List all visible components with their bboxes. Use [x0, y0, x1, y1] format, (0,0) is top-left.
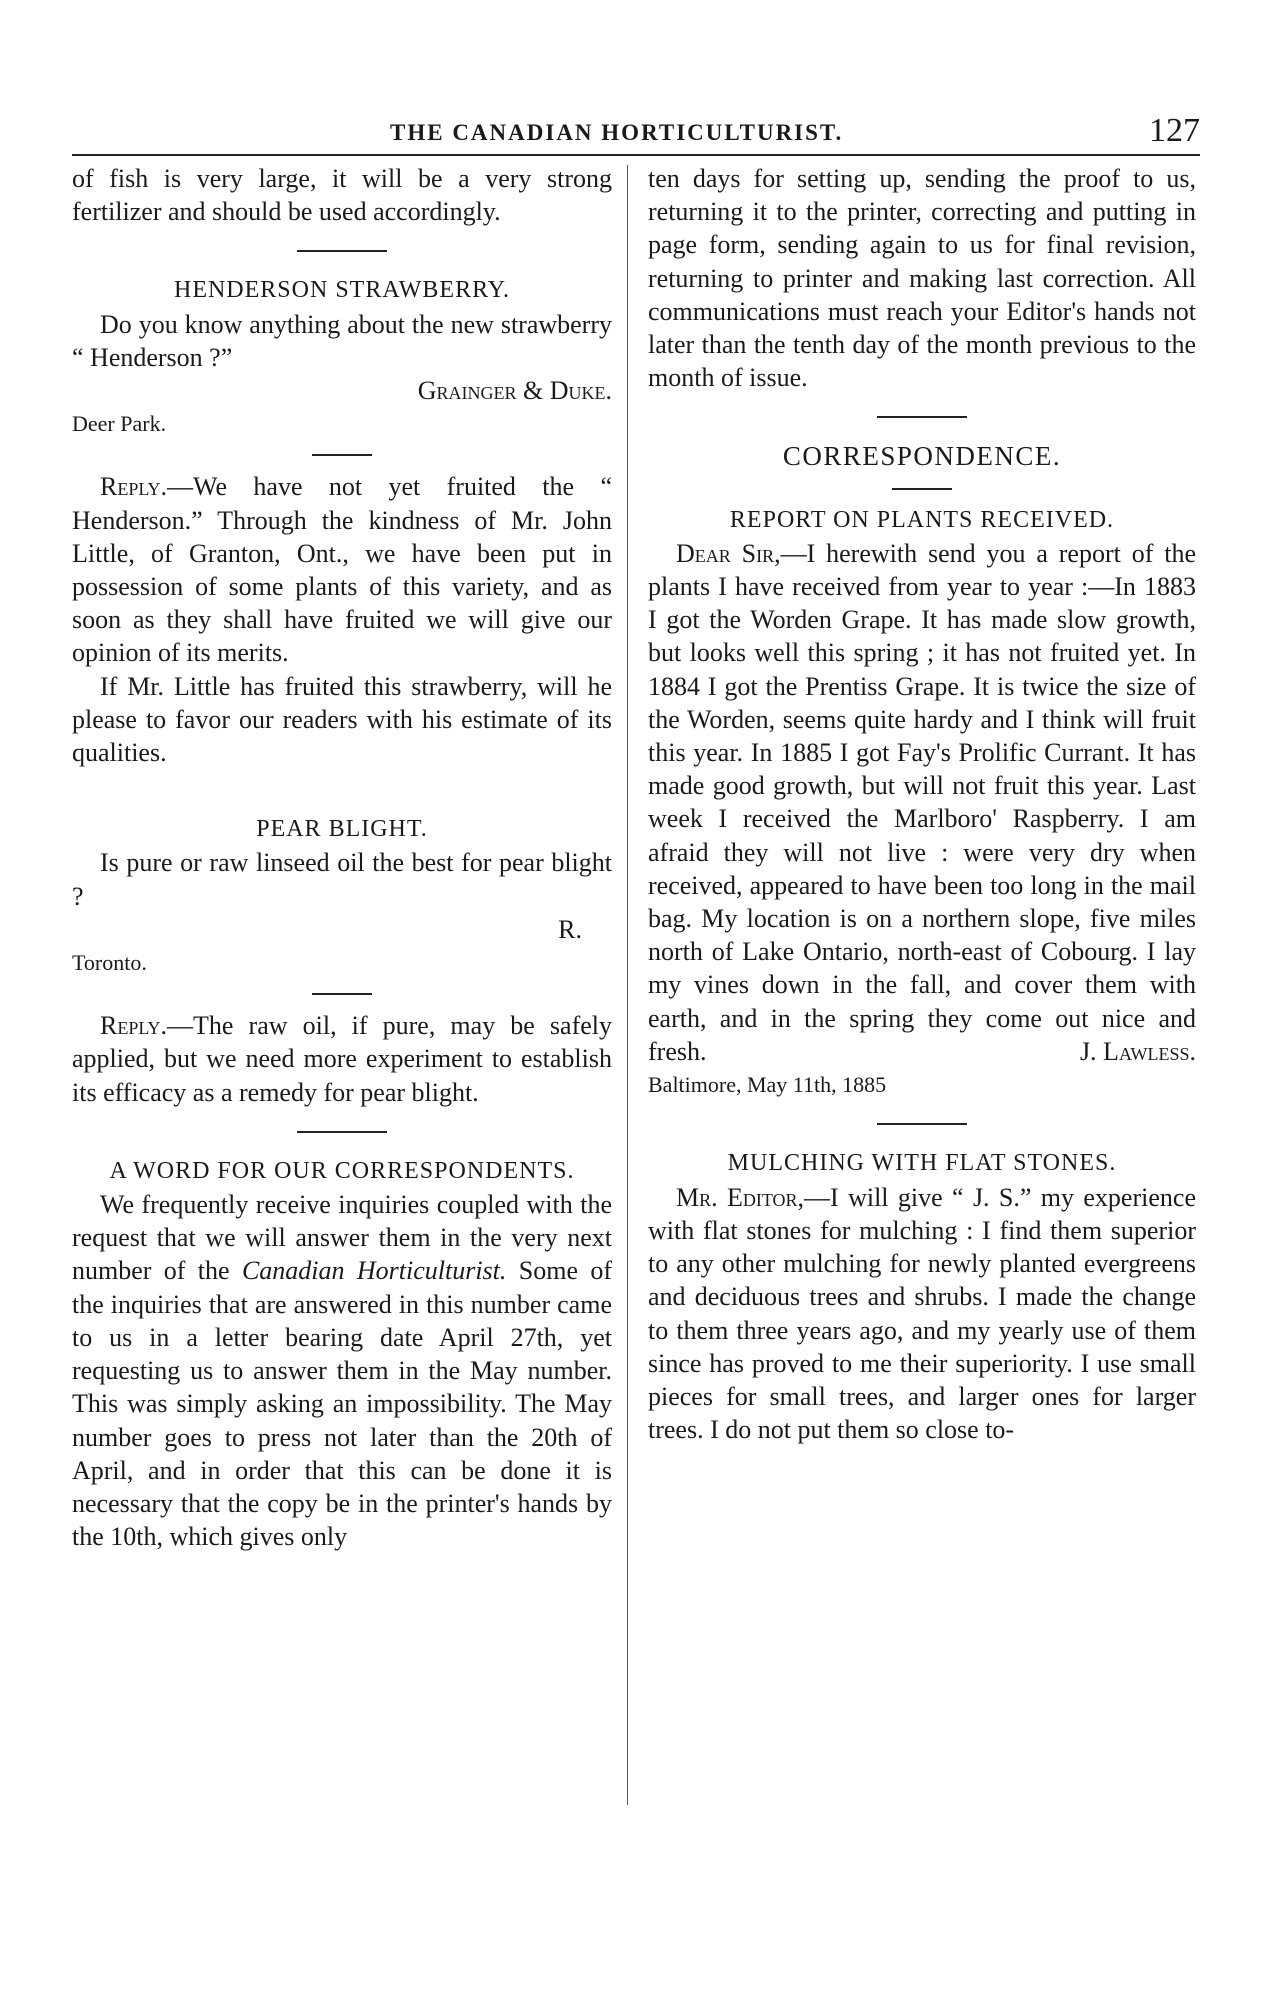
spacer	[72, 769, 612, 809]
reply-label: Reply.	[100, 1011, 168, 1041]
section-divider	[892, 488, 952, 490]
henderson-reply	[72, 470, 612, 669]
mulching-salutation: Mr. Editor,	[676, 1182, 805, 1212]
pear-place: Toronto.	[72, 950, 147, 976]
continuation-paragraph: ten days for setting up, sending the proof to us, returning it to the printer, correcting and putting in page form, sending again to us for final revision, returning to printer and making last correction. All communications must reach your Editor's hands not later than the tenth day of the month previous to the month of issue.	[648, 164, 1196, 393]
pear-question	[72, 846, 612, 912]
report-dateline: Baltimore, May 11th, 1885	[648, 1072, 887, 1098]
left-column	[72, 162, 612, 1553]
henderson-question: Do you know anything about the new strawberry “ Henderson ?”	[72, 309, 612, 372]
report-heading: REPORT ON PLANTS RECEIVED.	[729, 506, 1115, 533]
pear-question-text: Is pure or raw linseed oil the best for pear blight ?	[72, 848, 612, 911]
mulching-body: —I will give “ J. S.” my experience with flat stones for mulching : I find them superior to any other mulching for newly planted evergreens and deciduous trees and shrubs. I made the change to them three years ago, and my yearly use of them since has proved to me their superiority. I use small pieces for small trees, and larger ones for larger trees. I do not put them so close to-	[648, 1182, 1196, 1445]
pear-heading: PEAR BLIGHT.	[256, 816, 428, 843]
journal-title: THE CANADIAN HORTICULTURIST.	[390, 120, 844, 145]
mulching-paragraph	[648, 1181, 1196, 1447]
section-divider	[297, 250, 387, 252]
henderson-heading: HENDERSON STRAWBERRY.	[173, 277, 510, 304]
header-rule	[72, 154, 1200, 156]
pear-reply	[72, 1009, 612, 1109]
report-salutation: Dear Sir,	[676, 538, 781, 568]
correspondence-heading: CORRESPONDENCE.	[782, 441, 1062, 472]
correspondents-heading: A WORD FOR OUR CORRESPONDENTS.	[109, 1157, 575, 1184]
henderson-signature: Grainger & Duke.	[417, 376, 612, 406]
intro-paragraph: of fish is very large, it will be a very strong fertilizer and should be used accordingly.	[72, 164, 612, 227]
right-column	[648, 162, 1196, 1446]
section-divider	[312, 454, 372, 456]
mulching-heading: MULCHING WITH FLAT STONES.	[727, 1150, 1117, 1177]
section-divider	[312, 993, 372, 995]
correspondents-paragraph	[72, 1188, 612, 1553]
henderson-followup: If Mr. Little has fruited this strawberry, will he please to favor our readers with his estimate of its qualities.	[72, 671, 612, 768]
correspondents-text: We frequently receive inquiries coupled with the request that we will answer them in the very next number of the	[72, 1190, 612, 1286]
henderson-reply-text: —We have not yet fruited the “ Henderson.” Through the kindness of Mr. John Little, of Granton, Ont., we have been put in possession of some plants of this variety, and as soon as they shall have fruited we will give our opinion of its merits.	[72, 472, 612, 668]
pear-signature: R.	[558, 914, 582, 944]
section-divider	[877, 416, 967, 418]
journal-name-italic: Canadian Horticulturist.	[241, 1256, 507, 1286]
report-paragraph	[648, 537, 1196, 1068]
section-divider	[877, 1123, 967, 1125]
report-signature: J. Lawless.	[1079, 1037, 1196, 1067]
column-divider	[627, 165, 628, 1805]
reply-label: Reply.	[100, 472, 168, 502]
pear-reply-text: —The raw oil, if pure, may be safely applied, but we need more experiment to establish its efficacy as a remedy for pear blight.	[72, 1011, 612, 1107]
report-body: —I herewith send you a report of the plants I have received from year to year :—In 1883 I got the Worden Grape. It has made slow growth, but looks well this spring ; it has not fruited yet. In 1884 I got the Prentiss Grape. It is twice the size of the Worden, seems quite hardy and I think will fruit this year. In 1885 I got Fay's Prolific Currant. It has made good growth, but will not fruit this year. Last week I received the Marlboro' Raspberry. I am afraid they will not live : were very dry when received, appeared to have been too long in the mail bag. My location is on a northern slope, five miles north of Lake Ontario, north-east of Cobourg. I lay my vines down in the fall, and cover them with earth, and in the spring they come out nice and fresh.	[648, 538, 1196, 1066]
running-header	[72, 110, 1200, 150]
page-number: 127	[1149, 112, 1200, 149]
correspondents-text-cont: Some of the inquiries that are answered in this number came to us in a letter bearing date April 27th, yet requesting us to answer them in the May number. This was simply asking an impossibility. The May number goes to press not later than the 20th of April, and in order that this can be done it is necessary that the copy be in the printer's hands by the 10th, which gives only	[72, 1256, 613, 1552]
section-divider	[297, 1131, 387, 1133]
henderson-place: Deer Park.	[72, 411, 167, 437]
